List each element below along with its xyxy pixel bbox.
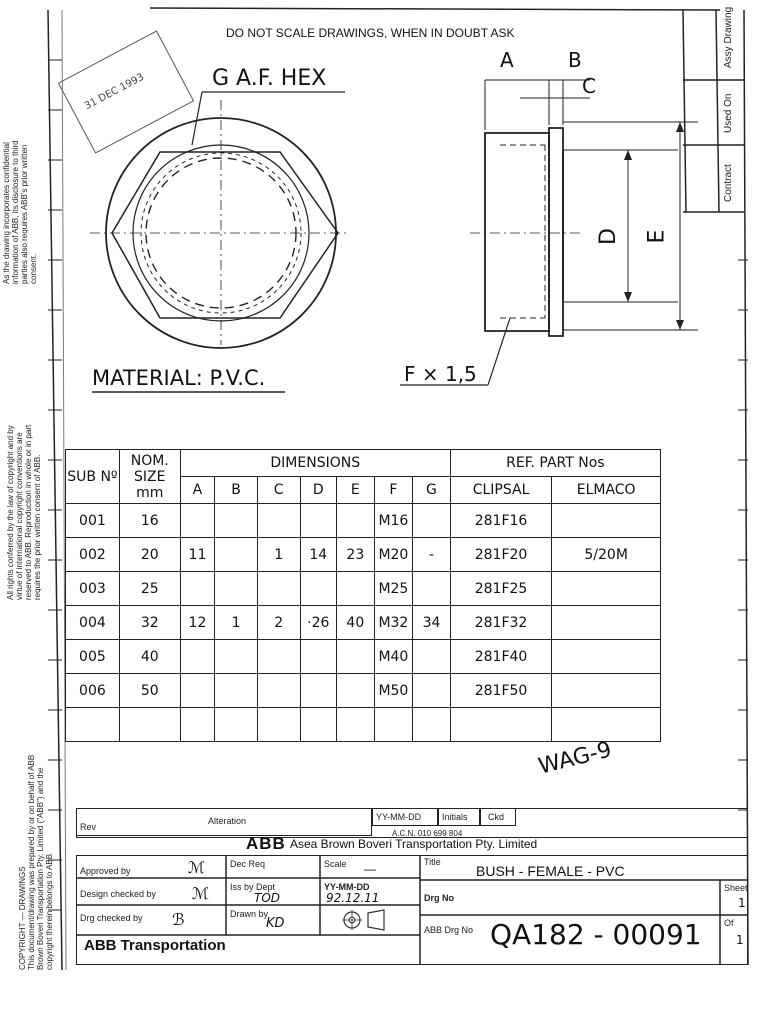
cell-g: 34 <box>413 606 451 640</box>
cell-clipsal: 281F32 <box>450 606 552 640</box>
cell-b: 1 <box>215 606 258 640</box>
hex-label: G A.F. HEX <box>212 66 327 91</box>
rev-label: Rev <box>80 822 97 832</box>
col-a: A <box>180 477 215 504</box>
confidential-note: As the drawing incorporates confidential information of ABB, its disclosure to third parties also requires ABB's prior written consent. <box>2 140 38 284</box>
sub-header: SUB Nº <box>66 450 120 504</box>
material-label: MATERIAL: P.V.C. <box>92 366 266 390</box>
col-e: E <box>337 477 375 504</box>
scale-warning: DO NOT SCALE DRAWINGS, WHEN IN DOUBT ASK <box>226 26 515 40</box>
dim-c-label: C <box>582 74 596 98</box>
cell-c: 2 <box>257 606 300 640</box>
ckd-label: Ckd <box>488 812 505 822</box>
col-g: G <box>413 477 451 504</box>
date-value: 92.12.11 <box>326 891 380 905</box>
col-elmaco: ELMACO <box>552 477 661 504</box>
cell-elmaco: 5/20M <box>552 538 661 572</box>
col-c: C <box>257 477 300 504</box>
dec-req-label: Dec Req <box>230 859 266 869</box>
cell-sub: 001 <box>66 504 120 538</box>
cell-f: M25 <box>374 572 413 606</box>
cell-a: 11 <box>180 538 215 572</box>
col-d: D <box>300 477 337 504</box>
approved-signature: ℳ <box>188 858 206 877</box>
drg-no-label: Drg No <box>424 893 454 903</box>
cell-g: - <box>413 538 451 572</box>
design-checked-label: Design checked by <box>80 889 157 899</box>
wag-label: WAG-9 <box>536 737 615 780</box>
abb-logo: ABB <box>246 834 286 853</box>
cell-f: M16 <box>374 504 413 538</box>
cell-sub: 006 <box>66 674 120 708</box>
cell-clipsal: 281F50 <box>450 674 552 708</box>
rights-note: All rights conferred by the law of copyright and by virtue of international copyright conventions are reserved to ABB. Reproduction in whole or in part requires the prior written consent of ABB. <box>6 424 42 600</box>
drg-checked-signature: ℬ <box>172 910 185 929</box>
projection-symbol <box>340 908 390 932</box>
sheet-value: 1 <box>738 896 746 910</box>
footer-company: ABB Transportation <box>84 937 226 954</box>
dim-e-label: E <box>644 229 670 244</box>
cell-sub: 002 <box>66 538 120 572</box>
cell-sub: 005 <box>66 640 120 674</box>
of-value: 1 <box>736 933 744 947</box>
cell-sub: 003 <box>66 572 120 606</box>
dim-a-label: A <box>500 48 514 72</box>
contract-label: Contract <box>723 164 734 202</box>
cell-nom: 32 <box>119 606 180 640</box>
col-clipsal: CLIPSAL <box>450 477 552 504</box>
ref-part-header: REF. PART Nos <box>450 450 660 477</box>
cell-d: 14 <box>300 538 337 572</box>
title-label: Title <box>424 857 441 867</box>
cell-nom: 16 <box>119 504 180 538</box>
cell-nom: 50 <box>119 674 180 708</box>
cell-f: M20 <box>374 538 413 572</box>
cell-f: M32 <box>374 606 413 640</box>
abb-drg-no-label: ABB Drg No <box>424 925 474 935</box>
of-label: Of <box>724 918 734 928</box>
drawing-title: BUSH - FEMALE - PVC <box>476 863 625 879</box>
acn-label: A.C.N. 010 699 804 <box>392 829 463 838</box>
stamp-text: 31 DEC 1993 <box>82 71 146 113</box>
date-label: YY-MM-DD <box>324 882 370 892</box>
cell-nom: 40 <box>119 640 180 674</box>
assy-drawing-label: Assy Drawing <box>723 6 734 68</box>
used-on-label: Used On <box>723 93 734 133</box>
cell-sub: 004 <box>66 606 120 640</box>
iss-by-dept-value: TOD <box>254 891 281 905</box>
cell-nom: 25 <box>119 572 180 606</box>
cell-clipsal: 281F20 <box>450 538 552 572</box>
dim-d-label: D <box>595 228 621 245</box>
iss-by-dept-label: Iss by Dept <box>230 882 276 892</box>
cell-d: ·26 <box>300 606 337 640</box>
nom-size-header: NOM. SIZE mm <box>119 450 180 504</box>
cell-f: M40 <box>374 640 413 674</box>
company-name: Asea Brown Boveri Transportation Pty. Limited <box>290 837 538 851</box>
copyright-note: COPYRIGHT — DRAWINGS This document/drawing was prepared by or on behalf of ABB Brown Boveri Transportation Pty. Limited ("ABB") and the copyright therein belongs to ABB <box>18 754 54 970</box>
design-signature: ℳ <box>192 884 210 903</box>
initials-label: Initials <box>442 812 468 822</box>
date-fmt-label: YY-MM-DD <box>376 812 422 822</box>
col-b: B <box>215 477 258 504</box>
dimensions-header: DIMENSIONS <box>180 450 450 477</box>
scale-label: Scale <box>324 859 347 869</box>
cell-clipsal: 281F25 <box>450 572 552 606</box>
sheet-label: Sheet <box>724 883 748 893</box>
dim-b-label: B <box>568 48 582 72</box>
drg-checked-label: Drg checked by <box>80 913 143 923</box>
drawn-by-value: KD <box>266 916 285 931</box>
cell-f: M50 <box>374 674 413 708</box>
col-f: F <box>374 477 413 504</box>
cell-e: 23 <box>337 538 375 572</box>
alteration-label: Alteration <box>208 816 247 826</box>
abb-drawing-number: QA182 - 00091 <box>490 918 702 951</box>
scale-value: — <box>364 862 376 876</box>
cell-nom: 20 <box>119 538 180 572</box>
cell-clipsal: 281F16 <box>450 504 552 538</box>
cell-c: 1 <box>257 538 300 572</box>
cell-a: 12 <box>180 606 215 640</box>
drawn-by-label: Drawn by <box>230 909 269 919</box>
approved-by-label: Approved by <box>80 866 131 876</box>
cell-e: 40 <box>337 606 375 640</box>
thread-label: F × 1,5 <box>404 362 477 386</box>
cell-clipsal: 281F40 <box>450 640 552 674</box>
